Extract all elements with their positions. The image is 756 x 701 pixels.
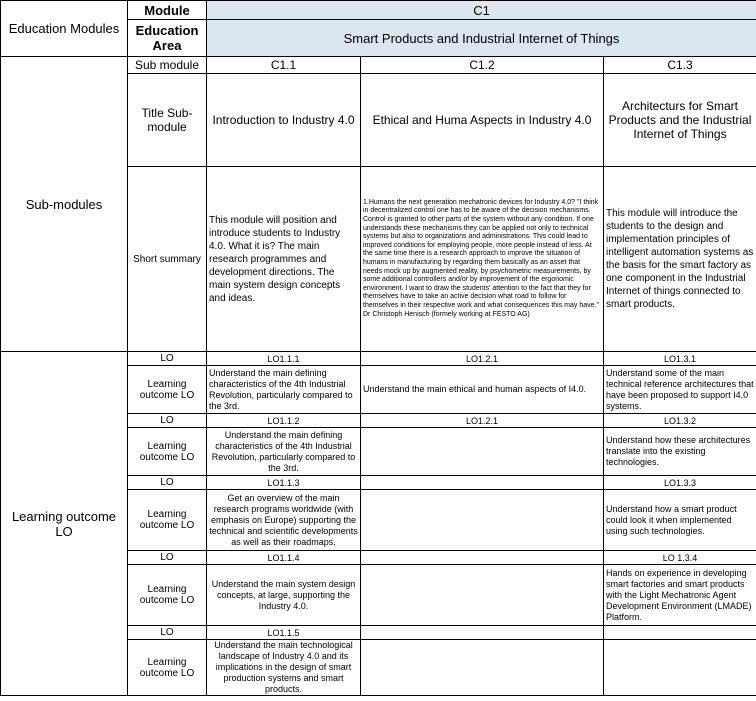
lo-text: Understand some of the main technical reference architectures that have been proposed to support I4.0 systems. — [604, 366, 756, 414]
lo-code: LO1.1.1 — [207, 352, 361, 366]
lo-code: LO1.3.3 — [604, 476, 756, 490]
title-submodule-label: Title Sub-module — [128, 74, 207, 167]
lo-label: LO — [128, 476, 207, 490]
lo-code: LO1.1.4 — [207, 551, 361, 565]
learning-outcome-label: Learning outcome LO — [128, 640, 207, 696]
lo-text: Hands on experience in developing smart factories and smart products with the Light Mechatronic Agent Development Environment (LMADE) Platform. — [604, 565, 756, 626]
lo-text: Understand the main defining characteristics of the 4th Industrial Revolution, particularly compared to the 3rd. — [207, 428, 361, 476]
learning-outcome-label: Learning outcome LO — [128, 428, 207, 476]
lo-code — [361, 476, 604, 490]
lo-code: LO1.1.2 — [207, 414, 361, 428]
submodule-summary: 1.Humans the next generation mechatronic devices for Industry 4.0? "I think in decentralized control one has to be aware of the decision mechanisms. Control is granted to other parts of the system without any condition. If one understands these mechanisms they can be applied not only to technical systems but also to organizations and administrations. This could lead to improved conditions for employing people, more people instead of less. At the same time there is a research approach to improve the situation of humans in manufacturing by regarding them basically as an asset that needs mock up by augmented reality, by psychometric measurements, by some additional controllers and/or by improvement of the ergonomic environment. I want to draw the students' attention to the fact that they for themselves have to take an active decision what road to follow for themselves in their respective work and what consequences this may have." Dr Christoph Henisch (formely working at FESTO AG) — [361, 167, 604, 352]
education-modules-label: Education Modules — [1, 1, 128, 57]
short-summary-label: Short summary — [128, 167, 207, 352]
submodule-code: C1.3 — [604, 57, 756, 74]
learning-outcome-label: Learning outcome LO — [128, 366, 207, 414]
submodule-title: Architecturs for Smart Products and the Industrial Internet of Things — [604, 74, 756, 167]
lo-text — [361, 428, 604, 476]
lo-label: LO — [128, 626, 207, 640]
lo-text — [361, 640, 604, 696]
lo-label: LO — [128, 551, 207, 565]
submodule-summary: This module will position and introduce students to Industry 4.0. What it is? The main research programmes and development directions. The main system design concepts and ideas. — [207, 167, 361, 352]
learning-outcome-label: Learning outcome LO — [128, 490, 207, 551]
lo-text: Understand the main system design concepts, at large, supporting the Industry 4.0. — [207, 565, 361, 626]
lo-text: Understand the main defining characteristics of the 4th Industrial Revolution, particularly compared to the 3rd. — [207, 366, 361, 414]
lo-text: Understand how these architectures translate into the existing technologies. — [604, 428, 756, 476]
education-area-label: Education Area — [128, 20, 207, 57]
lo-code: LO1.1.3 — [207, 476, 361, 490]
lo-text: Understand the main ethical and human aspects of I4.0. — [361, 366, 604, 414]
lo-text — [361, 565, 604, 626]
lo-label: LO — [128, 414, 207, 428]
lo-code: LO1.2.1 — [361, 414, 604, 428]
lo-code — [361, 551, 604, 565]
submodule-title: Ethical and Huma Aspects in Industry 4.0 — [361, 74, 604, 167]
lo-text: Get an overview of the main research programs worldwide (with emphasis on Europe) supporting the technical and scientific developments as well as their roadmaps. — [207, 490, 361, 551]
lo-text — [361, 490, 604, 551]
learning-outcome-section-label: Learning outcome LO — [1, 352, 128, 696]
learning-outcome-label: Learning outcome LO — [128, 565, 207, 626]
submodule-title: Introduction to Industry 4.0 — [207, 74, 361, 167]
lo-code: LO1.2.1 — [361, 352, 604, 366]
module-label: Module — [128, 1, 207, 20]
lo-code: LO 1.3.4 — [604, 551, 756, 565]
lo-code: LO1.1.5 — [207, 626, 361, 640]
lo-text — [604, 640, 756, 696]
lo-text: Understand the main technological landscape of Industry 4.0 and its implications in the design of smart production systems and smart products. — [207, 640, 361, 696]
lo-code — [604, 626, 756, 640]
lo-label: LO — [128, 352, 207, 366]
submodules-section-label: Sub-modules — [1, 57, 128, 352]
submodule-code: C1.1 — [207, 57, 361, 74]
education-area-value: Smart Products and Industrial Internet of Things — [207, 20, 756, 57]
lo-code: LO1.3.2 — [604, 414, 756, 428]
lo-code: LO1.3.1 — [604, 352, 756, 366]
lo-text: Understand how a smart product could look it when implemented using such technologies. — [604, 490, 756, 551]
sub-module-label: Sub module — [128, 57, 207, 74]
submodule-code: C1.2 — [361, 57, 604, 74]
submodule-summary: This module will introduce the students to the design and implementation principles of intelligent automation systems as the basis for the smart factory as one component in the Industrial Internet of things connected to smart products. — [604, 167, 756, 352]
lo-code — [361, 626, 604, 640]
module-value: C1 — [207, 1, 756, 20]
